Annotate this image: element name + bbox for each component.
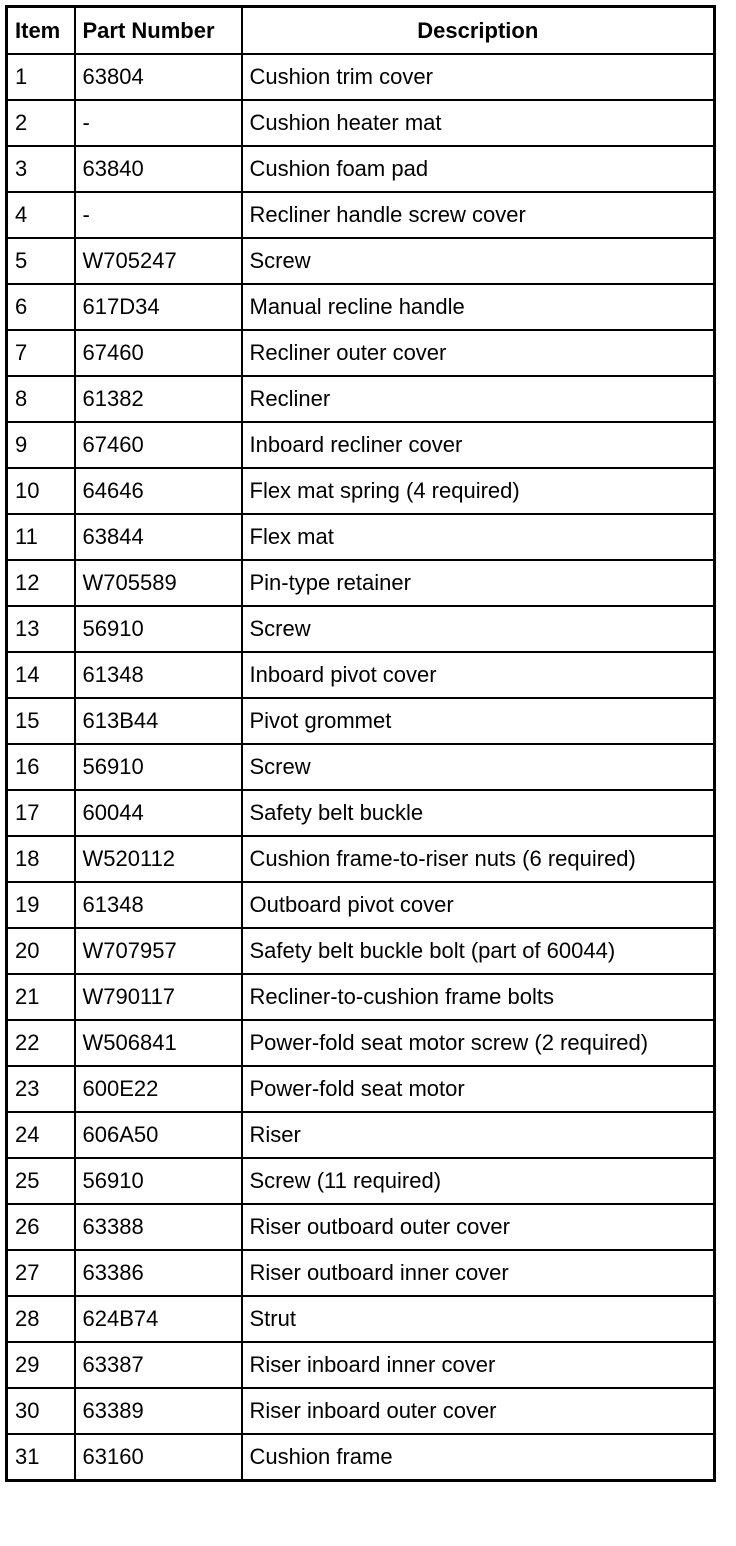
cell-description: Recliner [242, 376, 715, 422]
cell-item: 9 [7, 422, 75, 468]
table-row [7, 1342, 715, 1388]
cell-item: 25 [7, 1158, 75, 1204]
table-row [7, 146, 715, 192]
cell-description: Strut [242, 1296, 715, 1342]
cell-part-number: 61348 [75, 652, 242, 698]
cell-part-number: - [75, 100, 242, 146]
cell-part-number: 56910 [75, 1158, 242, 1204]
cell-item: 2 [7, 100, 75, 146]
table-header-row [7, 7, 715, 55]
cell-item: 18 [7, 836, 75, 882]
cell-item: 20 [7, 928, 75, 974]
cell-item: 1 [7, 54, 75, 100]
cell-part-number: 624B74 [75, 1296, 242, 1342]
cell-part-number: 63160 [75, 1434, 242, 1481]
cell-part-number: 606A50 [75, 1112, 242, 1158]
cell-description: Riser outboard inner cover [242, 1250, 715, 1296]
cell-item: 4 [7, 192, 75, 238]
column-header-description: Description [242, 7, 715, 55]
cell-part-number: 61382 [75, 376, 242, 422]
cell-description: Safety belt buckle [242, 790, 715, 836]
cell-part-number: 63844 [75, 514, 242, 560]
cell-part-number: 56910 [75, 606, 242, 652]
table-row [7, 1204, 715, 1250]
table-body [7, 54, 715, 1481]
cell-description: Screw [242, 606, 715, 652]
cell-description: Flex mat spring (4 required) [242, 468, 715, 514]
cell-part-number: 617D34 [75, 284, 242, 330]
cell-description: Pivot grommet [242, 698, 715, 744]
cell-description: Riser outboard outer cover [242, 1204, 715, 1250]
table-row [7, 1158, 715, 1204]
cell-part-number: - [75, 192, 242, 238]
cell-part-number: 63840 [75, 146, 242, 192]
cell-item: 7 [7, 330, 75, 376]
cell-description: Recliner handle screw cover [242, 192, 715, 238]
cell-description: Cushion heater mat [242, 100, 715, 146]
cell-item: 15 [7, 698, 75, 744]
cell-description: Cushion trim cover [242, 54, 715, 100]
cell-item: 11 [7, 514, 75, 560]
cell-item: 19 [7, 882, 75, 928]
table-row [7, 790, 715, 836]
cell-item: 17 [7, 790, 75, 836]
table-row [7, 1112, 715, 1158]
table-row [7, 652, 715, 698]
cell-part-number: 613B44 [75, 698, 242, 744]
cell-item: 16 [7, 744, 75, 790]
cell-item: 24 [7, 1112, 75, 1158]
cell-item: 22 [7, 1020, 75, 1066]
cell-description: Safety belt buckle bolt (part of 60044) [242, 928, 715, 974]
cell-part-number: 600E22 [75, 1066, 242, 1112]
cell-item: 10 [7, 468, 75, 514]
cell-item: 21 [7, 974, 75, 1020]
table-row [7, 54, 715, 100]
table-row [7, 974, 715, 1020]
cell-description: Power-fold seat motor [242, 1066, 715, 1112]
table-row [7, 928, 715, 974]
table-row [7, 1250, 715, 1296]
cell-description: Cushion frame-to-riser nuts (6 required) [242, 836, 715, 882]
cell-description: Inboard recliner cover [242, 422, 715, 468]
cell-description: Riser inboard inner cover [242, 1342, 715, 1388]
cell-part-number: 63386 [75, 1250, 242, 1296]
table-row [7, 606, 715, 652]
cell-description: Manual recline handle [242, 284, 715, 330]
cell-description: Pin-type retainer [242, 560, 715, 606]
table-row [7, 284, 715, 330]
cell-item: 28 [7, 1296, 75, 1342]
cell-part-number: 60044 [75, 790, 242, 836]
cell-description: Cushion frame [242, 1434, 715, 1481]
cell-description: Flex mat [242, 514, 715, 560]
table-row [7, 1296, 715, 1342]
cell-part-number: W707957 [75, 928, 242, 974]
table-row [7, 100, 715, 146]
table-row [7, 698, 715, 744]
cell-description: Recliner outer cover [242, 330, 715, 376]
cell-item: 14 [7, 652, 75, 698]
table-row [7, 1388, 715, 1434]
cell-item: 12 [7, 560, 75, 606]
cell-part-number: W506841 [75, 1020, 242, 1066]
table-row [7, 836, 715, 882]
column-header-part-number: Part Number [75, 7, 242, 55]
cell-item: 23 [7, 1066, 75, 1112]
table-row [7, 468, 715, 514]
cell-part-number: 67460 [75, 330, 242, 376]
cell-description: Recliner-to-cushion frame bolts [242, 974, 715, 1020]
table-row [7, 882, 715, 928]
cell-description: Screw [242, 744, 715, 790]
cell-description: Power-fold seat motor screw (2 required) [242, 1020, 715, 1066]
cell-item: 13 [7, 606, 75, 652]
cell-item: 26 [7, 1204, 75, 1250]
cell-description: Screw (11 required) [242, 1158, 715, 1204]
cell-part-number: 63387 [75, 1342, 242, 1388]
cell-item: 27 [7, 1250, 75, 1296]
table-row [7, 330, 715, 376]
cell-part-number: 63804 [75, 54, 242, 100]
cell-part-number: 56910 [75, 744, 242, 790]
cell-part-number: W520112 [75, 836, 242, 882]
cell-part-number: W705589 [75, 560, 242, 606]
cell-item: 29 [7, 1342, 75, 1388]
cell-description: Riser inboard outer cover [242, 1388, 715, 1434]
cell-part-number: 63388 [75, 1204, 242, 1250]
cell-item: 3 [7, 146, 75, 192]
table-row [7, 1020, 715, 1066]
table-row [7, 744, 715, 790]
cell-description: Screw [242, 238, 715, 284]
cell-item: 6 [7, 284, 75, 330]
cell-description: Outboard pivot cover [242, 882, 715, 928]
table-row [7, 422, 715, 468]
table-row [7, 1434, 715, 1481]
cell-item: 30 [7, 1388, 75, 1434]
cell-item: 31 [7, 1434, 75, 1481]
cell-description: Cushion foam pad [242, 146, 715, 192]
table-row [7, 192, 715, 238]
cell-part-number: 64646 [75, 468, 242, 514]
parts-table [5, 5, 716, 1482]
table-row [7, 238, 715, 284]
cell-item: 5 [7, 238, 75, 284]
cell-part-number: W705247 [75, 238, 242, 284]
cell-part-number: W790117 [75, 974, 242, 1020]
cell-part-number: 63389 [75, 1388, 242, 1434]
cell-part-number: 67460 [75, 422, 242, 468]
table-row [7, 560, 715, 606]
table-row [7, 514, 715, 560]
cell-part-number: 61348 [75, 882, 242, 928]
table-row [7, 1066, 715, 1112]
table-row [7, 376, 715, 422]
cell-item: 8 [7, 376, 75, 422]
cell-description: Inboard pivot cover [242, 652, 715, 698]
cell-description: Riser [242, 1112, 715, 1158]
column-header-item: Item [7, 7, 75, 55]
